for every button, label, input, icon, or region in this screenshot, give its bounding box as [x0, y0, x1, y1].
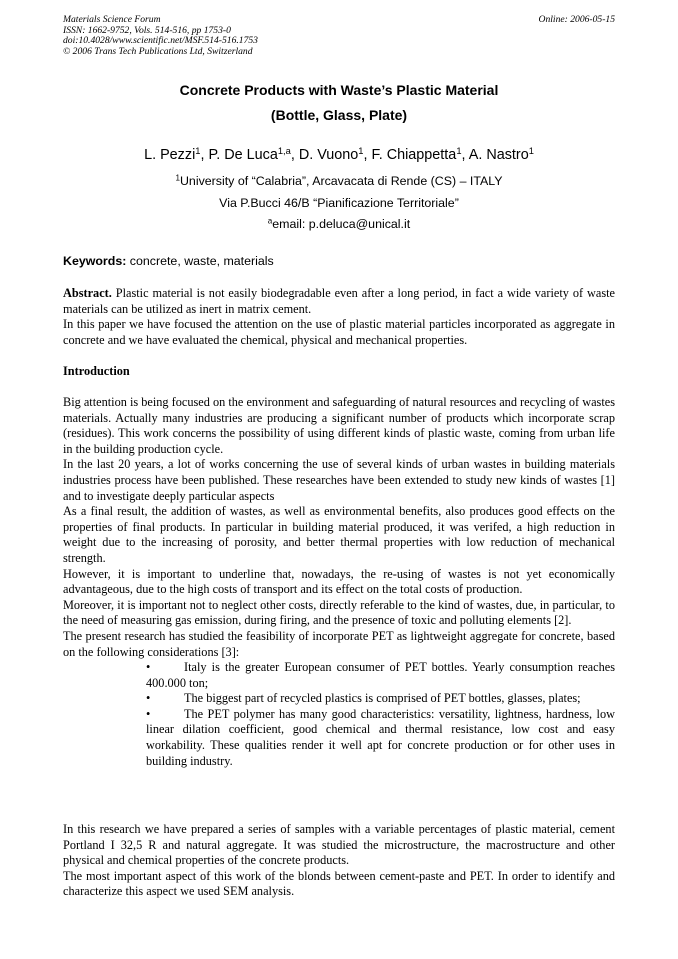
paper-title-line2: (Bottle, Glass, Plate) — [270, 107, 408, 123]
copyright-line: © 2006 Trans Tech Publications Ltd, Switzerland — [63, 45, 253, 57]
keywords-label: Keywords: — [63, 254, 127, 268]
author: F. Chiappetta — [371, 147, 457, 163]
bullet-icon: • — [146, 660, 151, 675]
abstract-paragraph: In this paper we have focused the attention on the use of plastic material particles incorporated as aggregate in concrete and we have evaluated the chemical, physical and mechanical properties. — [63, 317, 615, 347]
author-affiliation-mark: 1 — [528, 145, 534, 156]
list-item-text: Italy is the greater European consumer of PET bottles. Yearly consumption reaches 400.000 ton; — [146, 660, 615, 690]
body-paragraph: However, it is important to underline that, nowadays, the re-using of wastes is not yet economically advantageous, due to the high costs of transport and its effect on the total costs of production. — [63, 566, 615, 597]
abstract — [63, 286, 615, 348]
keywords — [63, 254, 615, 268]
abstract-paragraph — [63, 286, 615, 317]
affiliation-address: Via P.Bucci 46/B “Pianificazione Territoriale” — [219, 196, 459, 210]
online-date: Online: 2006-05-15 — [538, 14, 615, 25]
keywords-text: concrete, waste, materials — [126, 254, 274, 268]
bullet-icon: • — [146, 691, 151, 706]
author: D. Vuono — [298, 147, 359, 163]
body-paragraph: Moreover, it is important not to neglect other costs, directly referable to the kind of wastes, due, in particular, to the need of measuring gas emission, during firing, and the presence of toxic and polluting elements [2]. — [63, 597, 615, 628]
abstract-label: Abstract. — [63, 286, 112, 300]
considerations-list — [63, 660, 615, 769]
author-affiliation-mark: 1 — [358, 145, 364, 156]
affiliation-email — [63, 217, 615, 231]
list-item-text: The PET polymer has many good characteristics: versatility, lightness, hardness, low linear dilation coefficient, good chemical and thermal resistance, low cost and easy workability. These qualities render it well apt for concrete production or for other uses in building industry. — [146, 706, 615, 768]
affiliation-mark: 1 — [175, 173, 180, 183]
list-item-text: The biggest part of recycled plastics is comprised of PET bottles, glasses, plates; — [184, 691, 581, 706]
author-list — [63, 147, 615, 163]
list-item — [146, 660, 615, 691]
list-item — [146, 691, 615, 707]
body-paragraph: Big attention is being focused on the environment and safeguarding of natural resources and recycling of wastes materials. Actually many industries are producing a significant number of products which incorporate scrap (residues). This work concerns the possibility of using different kinds of plastic waste, coming from urban life in the building production cycle. — [63, 395, 615, 456]
list-item — [146, 707, 615, 769]
doi-line: doi:10.4028/www.scientific.net/MSF.514-516.1753 — [63, 35, 258, 47]
author-affiliation-mark: 1 — [456, 145, 462, 156]
section-heading: Introduction — [63, 364, 130, 378]
author: L. Pezzi — [144, 147, 196, 163]
body-paragraph: The present research has studied the feasibility of incorporate PET as lightweight aggregate for concrete, based on the following considerations [3]: — [63, 628, 615, 659]
body-paragraph: The most important aspect of this work of the blonds between cement-paste and PET. In order to identify and characterize this aspect we used SEM analysis. — [63, 868, 615, 899]
issn-line: ISSN: 1662-9752, Vols. 514-516, pp 1753-0 — [63, 24, 231, 36]
author: A. Nastro — [468, 147, 529, 163]
body-paragraph: In the last 20 years, a lot of works concerning the use of several kinds of urban wastes in building materials industries process have been published. These researches have been extended to study new kinds of wastes [1] and to investigate deeply particular aspects — [63, 457, 615, 503]
body-paragraph: In this research we have prepared a series of samples with a variable percentages of plastic material, cement Portland I 32,5 R and natural aggregate. It was studied the microstructure, the macrostructure and other physical and chemical properties of the concrete products. — [63, 822, 615, 868]
author-separator: , — [461, 147, 469, 163]
abstract-text: Plastic material is not easily biodegradable even after a long period, in fact a wide variety of waste materials can be utilized as inert in matrix cement. — [63, 286, 615, 316]
author-affiliation-mark: 1,a — [277, 145, 291, 156]
introduction-body — [63, 395, 615, 769]
closing-paragraphs — [63, 822, 615, 900]
author-separator: , — [290, 147, 299, 163]
bullet-icon: • — [146, 706, 151, 721]
journal-name: Materials Science Forum — [63, 14, 161, 25]
running-header — [63, 15, 615, 57]
affiliation-university — [63, 174, 615, 188]
email-mark: a — [267, 216, 273, 226]
author-separator: , — [363, 147, 372, 163]
author-separator: , — [200, 147, 209, 163]
author: P. De Luca — [208, 147, 278, 163]
paper-title-line1: Concrete Products with Waste’s Plastic Material — [179, 82, 499, 98]
email-text: email: p.deluca@unical.it — [272, 217, 411, 231]
body-paragraph: As a final result, the addition of wastes, as well as environmental benefits, also produces good effects on the properties of final products. In particular in building material produced, it was verifed, a high reduction in weight due to the increasing of porosity, and better thermal properties with low reduction of mechanical strength. — [63, 504, 615, 565]
author-affiliation-mark: 1 — [195, 145, 201, 156]
affiliation-text: University of “Calabria”, Arcavacata di Rende (CS) – ITALY — [179, 174, 503, 188]
